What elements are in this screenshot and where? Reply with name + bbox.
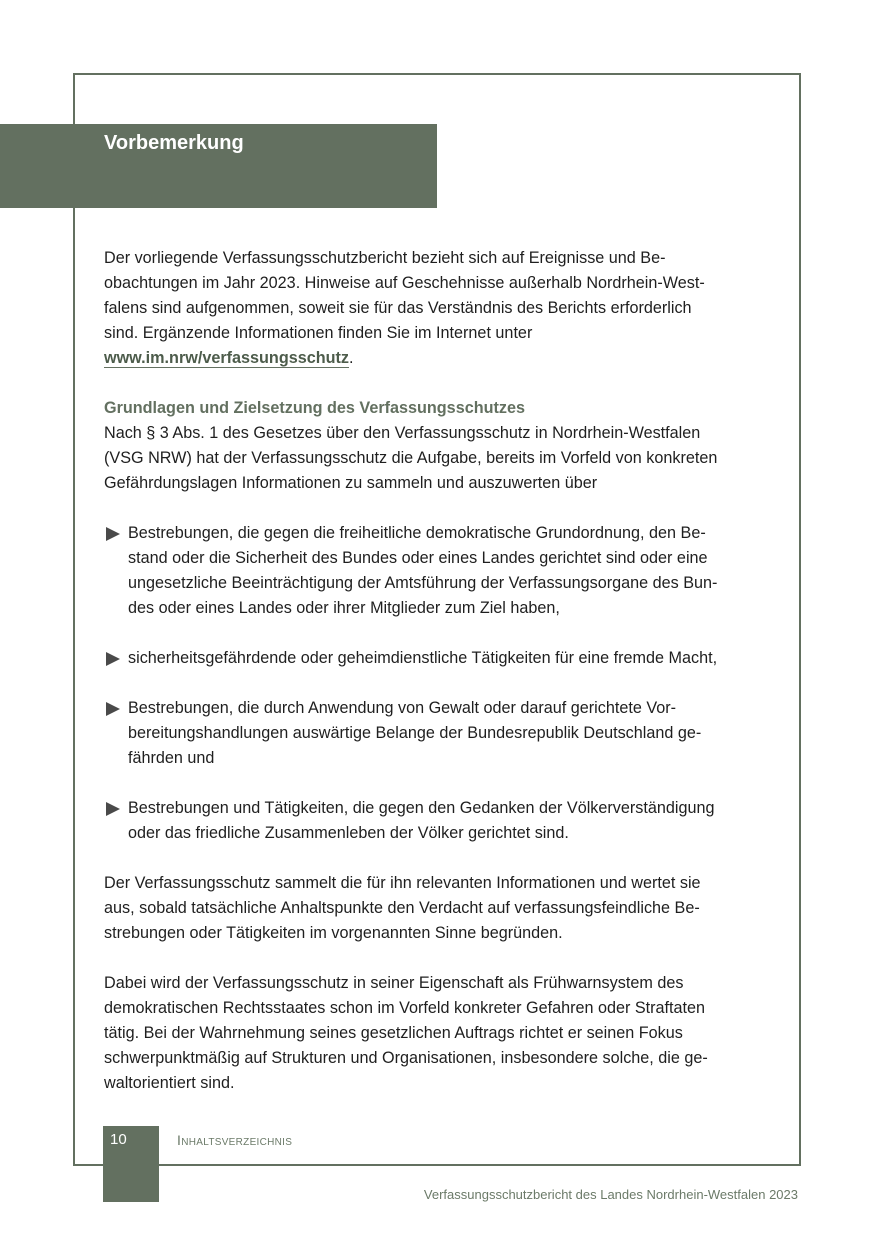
paragraph-line: demokratischen Rechtsstaates schon im Vorfeld konkreter Gefahren oder Straftaten <box>104 999 706 1017</box>
paragraph-line: strebungen oder Tätigkeiten im vorgenannten Sinne begründen. <box>104 924 563 942</box>
triangle-right-icon <box>106 652 120 666</box>
triangle-right-icon <box>106 527 120 541</box>
body-paragraph <box>104 871 769 946</box>
list-item-line: sicherheitsgefährdende oder geheimdienstliche Tätigkeiten für eine fremde Macht, <box>128 649 718 667</box>
list-item <box>104 646 769 671</box>
section-heading: Grundlagen und Zielsetzung des Verfassungsschutzes <box>104 399 525 417</box>
list-item <box>104 521 769 621</box>
paragraph-line: tätig. Bei der Wahrnehmung seines gesetzlichen Auftrags richtet er seinen Fokus <box>104 1024 683 1042</box>
paragraph-line: schwerpunktmäßig auf Strukturen und Organisationen, insbesondere solche, die ge- <box>104 1049 708 1067</box>
section-line: Nach § 3 Abs. 1 des Gesetzes über den Verfassungsschutz in Nordrhein-Westfalen <box>104 424 701 442</box>
intro-line: sind. Ergänzende Informationen finden Sie im Internet unter <box>104 324 533 342</box>
list-item-line: Bestrebungen, die gegen die freiheitliche demokratische Grundordnung, den Be- <box>128 524 706 542</box>
intro-line: Der vorliegende Verfassungsschutzbericht bezieht sich auf Ereignisse und Be- <box>104 249 666 267</box>
list-item-line: stand oder die Sicherheit des Bundes oder eines Landes gerichtet sind oder eine <box>128 549 708 567</box>
list-item-line: ungesetzliche Beeinträchtigung der Amtsführung der Verfassungsorgane des Bun- <box>128 574 718 592</box>
list-item <box>104 796 769 846</box>
list-item-line: Bestrebungen, die durch Anwendung von Gewalt oder darauf gerichtete Vor- <box>128 699 677 717</box>
intro-link-suffix: . <box>348 349 354 367</box>
list-item <box>104 696 769 771</box>
paragraph-line: waltorientiert sind. <box>104 1074 235 1092</box>
main-content <box>104 246 769 1096</box>
list-item-line: fährden und <box>128 749 215 767</box>
section-line: (VSG NRW) hat der Verfassungsschutz die Aufgabe, bereits im Vorfeld von konkreten <box>104 449 718 467</box>
page-title: Vorbemerkung <box>104 132 244 154</box>
footer-section-link[interactable]: Inhaltsverzeichnis <box>177 1132 293 1148</box>
website-link[interactable]: www.im.nrw/verfassungsschutz <box>104 349 349 367</box>
page-number: 10 <box>110 1131 127 1148</box>
triangle-right-icon <box>106 802 120 816</box>
list-item-line: des oder eines Landes oder ihrer Mitglieder zum Ziel haben, <box>128 599 560 617</box>
list-item-line: oder das friedliche Zusammenleben der Völker gerichtet sind. <box>128 824 569 842</box>
intro-line: falens sind aufgenommen, soweit sie für das Verständnis des Berichts erforderlich <box>104 299 692 317</box>
section-line: Gefährdungslagen Informationen zu sammeln und auszuwerten über <box>104 474 598 492</box>
intro-paragraph <box>104 246 769 371</box>
paragraph-line: Dabei wird der Verfassungsschutz in seiner Eigenschaft als Frühwarnsystem des <box>104 974 684 992</box>
paragraph-line: Der Verfassungsschutz sammelt die für ihn relevanten Informationen und wertet sie <box>104 874 701 892</box>
footer-report-title: Verfassungsschutzbericht des Landes Nordrhein-Westfalen 2023 <box>423 1187 798 1202</box>
list-item-line: Bestrebungen und Tätigkeiten, die gegen den Gedanken der Völkerverständigung <box>128 799 715 817</box>
body-paragraph <box>104 971 769 1096</box>
intro-line: obachtungen im Jahr 2023. Hinweise auf Geschehnisse außerhalb Nordrhein-West- <box>104 274 705 292</box>
triangle-right-icon <box>106 702 120 716</box>
section-paragraph <box>104 396 769 496</box>
list-item-line: bereitungshandlungen auswärtige Belange der Bundesrepublik Deutschland ge- <box>128 724 702 742</box>
paragraph-line: aus, sobald tatsächliche Anhaltspunkte den Verdacht auf verfassungsfeindliche Be- <box>104 899 700 917</box>
